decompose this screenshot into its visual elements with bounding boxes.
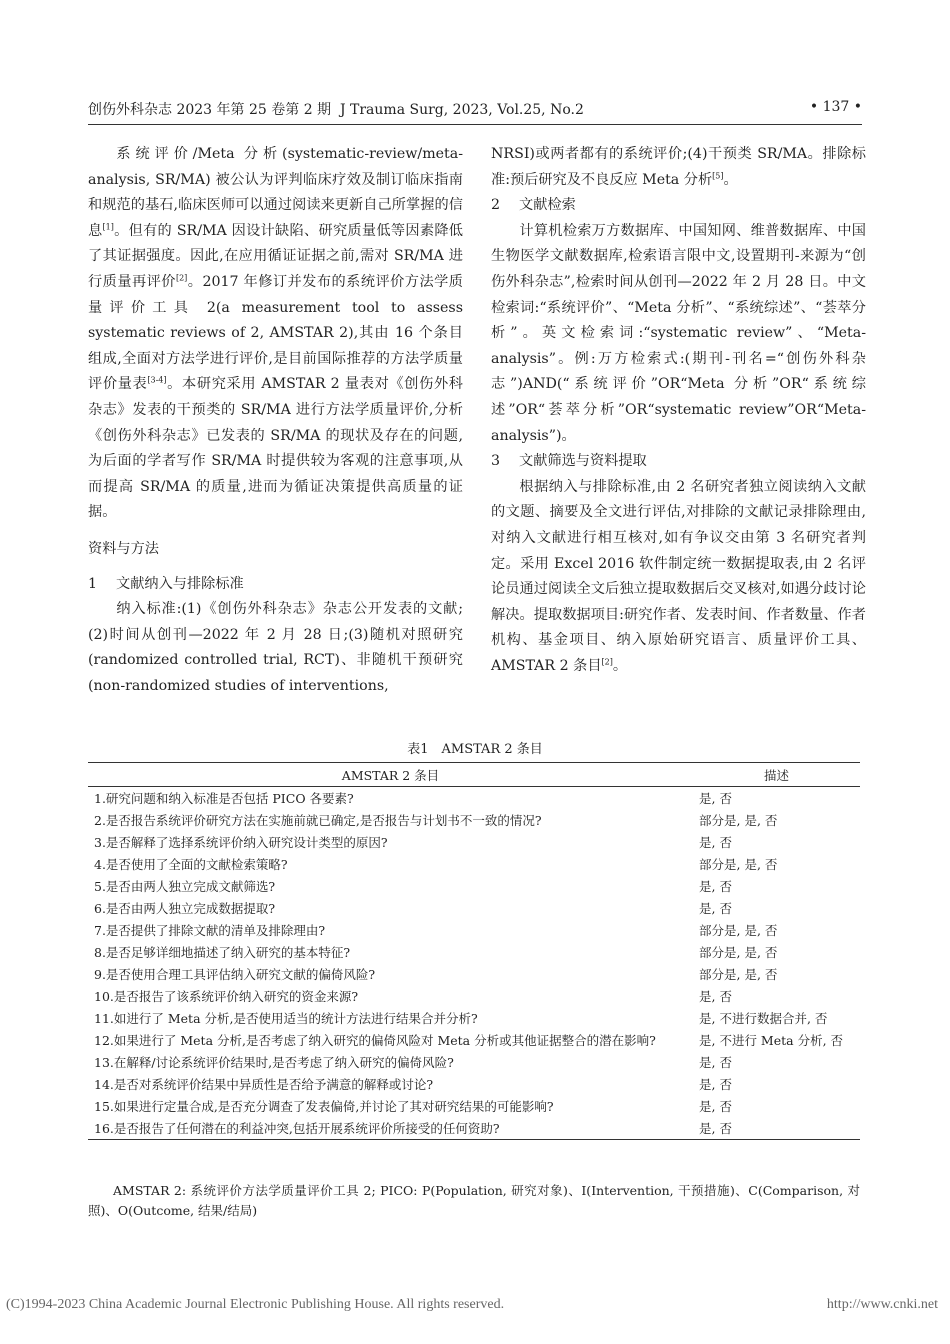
desc-cell: 是, 不进行数据合并, 否	[699, 1010, 828, 1026]
desc-cell: 部分是, 是, 否	[699, 944, 778, 960]
desc-cell: 部分是, 是, 否	[699, 922, 778, 938]
journal-citation: 创伤外科杂志 2023 年第 25 卷第 2 期 J Trauma Surg, 2023, Vol.25, No.2	[88, 102, 584, 118]
desc-cell: 是, 否	[699, 1054, 732, 1070]
page-number: • 137 •	[809, 99, 862, 115]
cnki-link[interactable]: http://www.cnki.net	[826, 1297, 938, 1312]
copyright-footer	[6, 1297, 938, 1313]
item-cell: 5.是否由两人独立完成文献筛选?	[94, 878, 276, 894]
item-cell: 14.是否对系统评价结果中异质性是否给予满意的解释或讨论?	[94, 1076, 434, 1092]
desc-cell: 是, 否	[699, 900, 732, 916]
item-cell: 15.如果进行定量合成,是否充分调查了发表偏倚,并讨论了其对研究结果的可能影响?	[94, 1098, 554, 1114]
table-row	[88, 809, 860, 831]
table-row	[88, 831, 860, 853]
intro-paragraph: 系统评价/Meta 分析(systematic-review/meta-analysis, SR/MA) 被公认为评判临床疗效及制订临床指南和规范的基石,临床医师可以通过阅读来更新自己所掌握的信息[1]。但有的 SR/MA 因设计缺陷、研究质量低等因素降低了其证据强度。因此,在应用循证证据之前,需对 SR/MA 进行质量再评价[2]。2017 年修订并发布的系统评价方法学质量评价工具 2(a measurement tool to assess systematic reviews of 2, AMSTAR 2),其由 16 个条目组成,全面对方法学进行评价,是目前国际推荐的方法学质量评价量表[3-4]。本研究采用 AMSTAR 2 量表对《创伤外科杂志》发表的干预类的 SR/MA 进行方法学质量评价,分析《创伤外科杂志》已发表的 SR/MA 的现状及存在的问题,为后面的学者写作 SR/MA 时提供较为客观的注意事项,从而提高 SR/MA 的质量,进而为循证决策提供高质量的证据。	[88, 146, 463, 521]
table-row	[88, 1073, 860, 1095]
table-row	[88, 1029, 860, 1051]
item-cell: 3.是否解释了选择系统评价纳入研究设计类型的原因?	[94, 834, 388, 850]
table-row	[88, 1117, 860, 1140]
table-row	[88, 787, 860, 810]
extraction-paragraph: 根据纳入与排除标准,由 2 名研究者独立阅读纳入文献的文题、摘要及全文进行评估,对排除的文献记录排除理由,对纳入文献进行相互核对,如有争议交由第 3 名研究者判定。采用 Excel 2016 软件制定统一数据提取表,由 2 名评论员通过阅读全文后独立提取数据后交叉核对,如遇分歧讨论解决。提取数据项目:研究作者、发表时间、作者数量、作者机构、基金项目、纳入原始研究语言、质量评价工具、AMSTAR 2 条目[2]。	[491, 478, 866, 674]
item-cell: 6.是否由两人独立完成数据提取?	[94, 900, 276, 916]
amstar-table	[88, 762, 860, 1140]
item-cell: 13.在解释/讨论系统评价结果时,是否考虑了纳入研究的偏倚风险?	[94, 1054, 454, 1070]
table-row	[88, 1051, 860, 1073]
item-cell: 10.是否报告了该系统评价纳入研究的资金来源?	[94, 988, 359, 1004]
column-header-desc: 描述	[693, 763, 860, 787]
desc-cell: 部分是, 是, 否	[699, 812, 778, 828]
item-cell: 16.是否报告了任何潜在的利益冲突,包括开展系统评价所接受的任何资助?	[88, 1117, 693, 1140]
desc-cell: 是, 不进行 Meta 分析, 否	[699, 1032, 844, 1048]
citation[interactable]: [3-4]	[147, 375, 167, 385]
section-title: 资料与方法	[88, 540, 159, 557]
table-row	[88, 1007, 860, 1029]
subheading-1: 1 文献纳入与排除标准	[88, 575, 244, 592]
column-header-item: AMSTAR 2 条目	[88, 763, 693, 787]
item-cell: 4.是否使用了全面的文献检索策略?	[94, 856, 288, 872]
desc-cell: 部分是, 是, 否	[699, 856, 778, 872]
right-column	[491, 142, 866, 679]
item-cell: 7.是否提供了排除文献的清单及排除理由?	[94, 922, 326, 938]
table-row	[88, 963, 860, 985]
item-cell: 2.是否报告系统评价研究方法在实施前就已确定,是否报告与计划书不一致的情况?	[94, 812, 542, 828]
desc-cell: 是, 否	[699, 834, 732, 850]
running-header	[88, 99, 862, 121]
desc-cell: 是, 否	[699, 878, 732, 894]
desc-cell: 是, 否	[699, 790, 732, 806]
item-cell: 11.如进行了 Meta 分析,是否使用适当的统计方法进行结果合并分析?	[94, 1010, 478, 1026]
inclusion-paragraph: 纳入标准:(1)《创伤外科杂志》杂志公开发表的文献;(2)时间从创刊—2022 年 2 月 28 日;(3)随机对照研究(randomized controlled trial, RCT)、非随机干预研究(non-randomized studies of interventions,	[88, 601, 463, 694]
desc-cell: 是, 否	[699, 1098, 732, 1114]
citation[interactable]: [2]	[175, 273, 188, 283]
desc-cell: 是, 否	[699, 988, 732, 1004]
search-paragraph: 计算机检索万方数据库、中国知网、维普数据库、中国生物医学文献数据库,检索语言限中文,设置期刊-来源为“创伤外科杂志”,检索时间从创刊—2022 年 2 月 28 日。中文检索词:“系统评价”、“Meta 分析”、“系统综述”、“荟萃分析”。英文检索词:“systematic review”、“Meta-analysis”。例:万方检索式:(期刊-刊名=“创伤外科杂志”)AND(“系统评价”OR“Meta 分析”OR“系统综述”OR“荟萃分析”OR“systematic review”OR“Meta-analysis”)。	[491, 222, 866, 444]
item-cell: 8.是否足够详细地描述了纳入研究的基本特征?	[94, 944, 351, 960]
citation[interactable]: [5]	[712, 170, 724, 180]
table-row	[88, 897, 860, 919]
table-row	[88, 985, 860, 1007]
desc-cell: 是, 否	[693, 1117, 860, 1140]
item-cell: 1.研究问题和纳入标准是否包括 PICO 各要素?	[94, 790, 354, 806]
copyright-text: (C)1994-2023 China Academic Journal Electronic Publishing House. All rights reserved.	[6, 1297, 505, 1312]
table-row	[88, 1095, 860, 1117]
subheading-3: 3 文献筛选与资料提取	[491, 453, 647, 470]
item-cell: 12.如果进行了 Meta 分析,是否考虑了纳入研究的偏倚风险对 Meta 分析或其他证据整合的潜在影响?	[94, 1032, 656, 1048]
table-row	[88, 919, 860, 941]
desc-cell: 是, 否	[699, 1076, 732, 1092]
table-row	[88, 875, 860, 897]
table-header-row	[88, 763, 860, 787]
table-row	[88, 941, 860, 963]
citation[interactable]: [2]	[601, 657, 613, 667]
item-cell: 9.是否使用合理工具评估纳入研究文献的偏倚风险?	[94, 966, 376, 982]
header-rule	[88, 124, 862, 125]
table-note: AMSTAR 2: 系统评价方法学质量评价工具 2; PICO: P(Population, 研究对象)、I(Intervention, 干预措施)、C(Comparison, 对照)、O(Outcome, 结果/结局)	[88, 1183, 860, 1218]
citation[interactable]: [1]	[102, 222, 114, 232]
table-caption: 表1 AMSTAR 2 条目	[407, 742, 543, 757]
table-row	[88, 853, 860, 875]
exclusion-paragraph: NRSI)或两者都有的系统评价;(4)干预类 SR/MA。排除标准:预后研究及不良反应 Meta 分析[5]。	[491, 146, 866, 188]
desc-cell: 部分是, 是, 否	[699, 966, 778, 982]
left-column	[88, 142, 463, 699]
subheading-2: 2 文献检索	[491, 197, 576, 214]
